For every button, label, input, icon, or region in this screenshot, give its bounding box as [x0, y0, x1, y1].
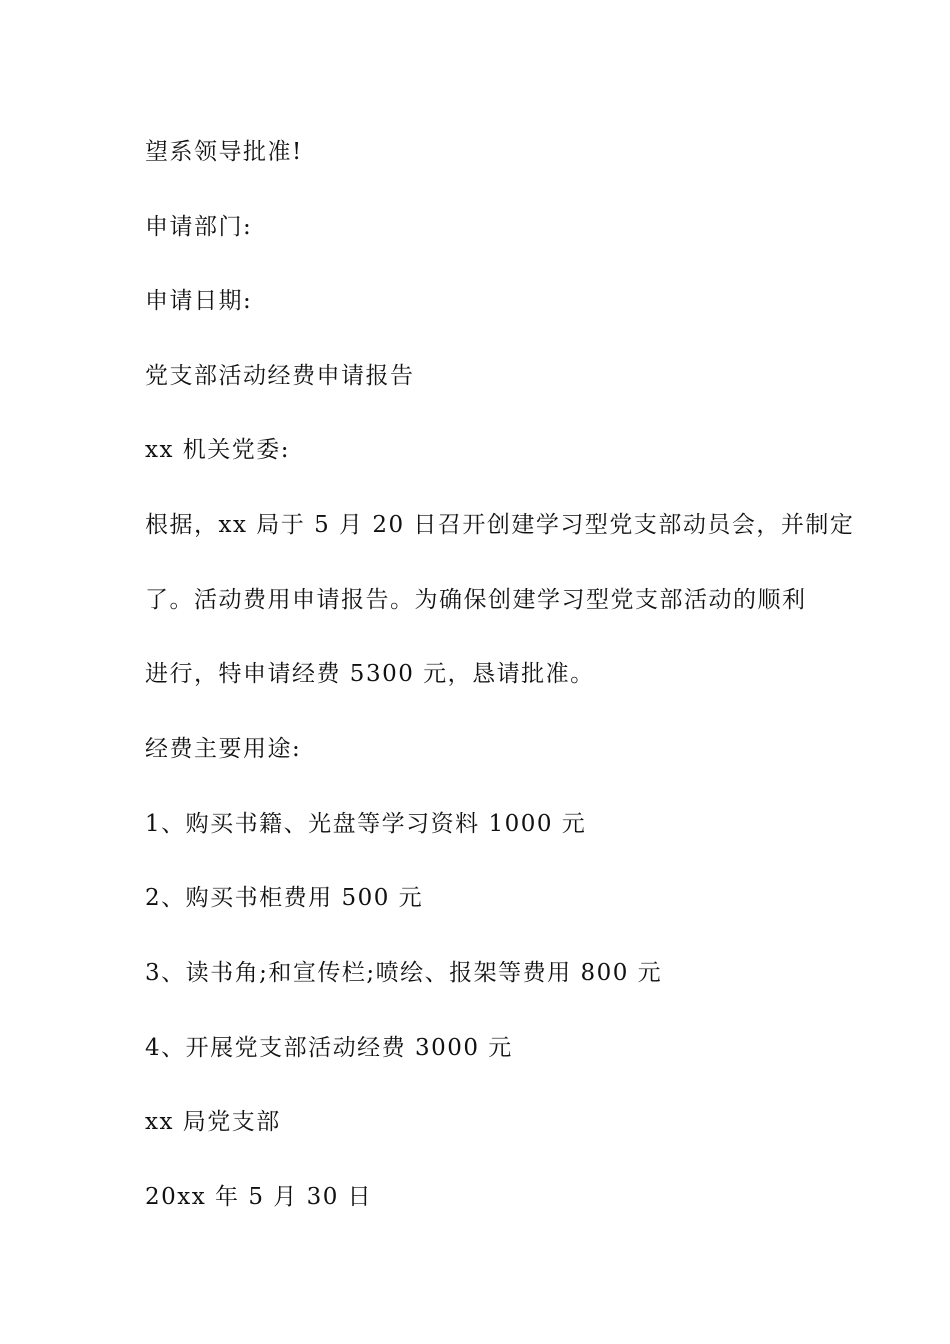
- expense-purpose-heading: 经费主要用途:: [145, 736, 302, 762]
- signature-date: 20xx 年 5 月 30 日: [145, 1184, 373, 1210]
- signature-organization: xx 局党支部: [145, 1109, 281, 1135]
- expense-item-4: 4、开展党支部活动经费 3000 元: [145, 1035, 513, 1061]
- closing-request-line: 望系领导批准!: [145, 139, 303, 165]
- body-paragraph-line-3: 进行，特申请经费 5300 元，恳请批准。: [145, 661, 595, 687]
- body-paragraph-line-1: 根据，xx 局于 5 月 20 日召开创建学习型党支部动员会，并制定: [145, 512, 855, 538]
- application-date-label: 申请日期:: [145, 288, 253, 314]
- body-paragraph-line-2: 了。活动费用申请报告。为确保创建学习型党支部活动的顺利: [145, 587, 807, 613]
- expense-item-3: 3、读书角;和宣传栏;喷绘、报架等费用 800 元: [145, 960, 663, 986]
- report-title: 党支部活动经费申请报告: [145, 363, 415, 389]
- applicant-department-label: 申请部门:: [145, 214, 253, 240]
- expense-item-2: 2、购买书柜费用 500 元: [145, 885, 424, 911]
- expense-item-1: 1、购买书籍、光盘等学习资料 1000 元: [145, 811, 587, 837]
- addressee-line: xx 机关党委:: [145, 437, 291, 463]
